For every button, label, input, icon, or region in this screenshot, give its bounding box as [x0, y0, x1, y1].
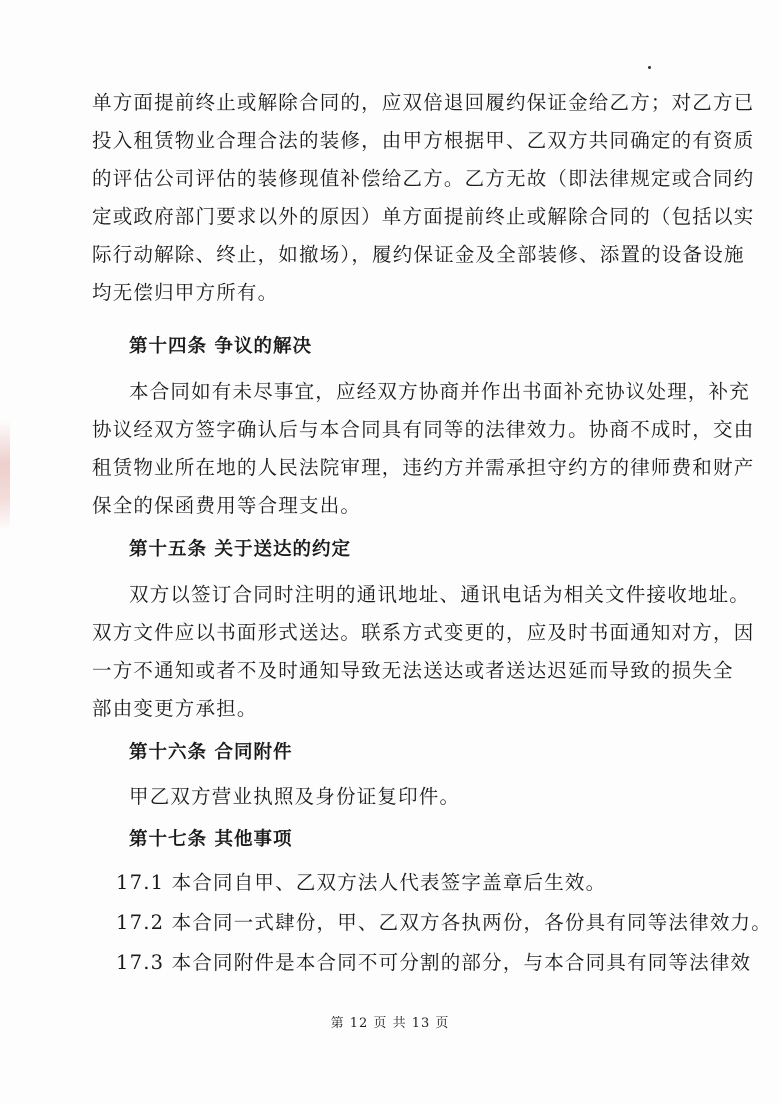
article-14-line: 协议经双方签字确认后与本合同具有同等的法律效力。协商不成时，交由 [92, 418, 755, 441]
paragraph-line: 际行动解除、终止，如撤场），履约保证金及全部装修、添置的设备设施 [92, 243, 745, 266]
article-16-heading: 第十六条 合同附件 [129, 742, 293, 763]
article-14-line: 保全的保函费用等合理支出。 [92, 494, 362, 517]
seal-edge-mark [0, 420, 10, 530]
page-number: 第 12 页 共 13 页 [330, 1016, 450, 1031]
article-16-line: 甲乙双方营业执照及身份证复印件。 [129, 785, 461, 808]
paragraph-line: 定或政府部门要求以外的原因）单方面提前终止或解除合同的（包括以实 [92, 205, 755, 228]
article-17-clause: 17.2 本合同一式肆份，甲、乙双方各执两份，各份具有同等法律效力。 [116, 911, 772, 934]
article-17-clause: 17.3 本合同附件是本合同不可分割的部分，与本合同具有同等法律效 [116, 951, 752, 974]
article-14-heading: 第十四条 争议的解决 [129, 336, 312, 357]
paragraph-line: 均无偿归甲方所有。 [92, 281, 279, 304]
scan-dot [648, 66, 651, 69]
paragraph-line: 的评估公司评估的装修现值补偿给乙方。乙方无故（即法律规定或合同约 [92, 167, 755, 190]
article-15-heading: 第十五条 关于送达的约定 [129, 539, 351, 560]
article-15-line: 双方文件应以书面形式送达。联系方式变更的，应及时书面通知对方，因 [92, 621, 755, 644]
paragraph-line: 投入租赁物业合理合法的装修，由甲方根据甲、乙双方共同确定的有资质 [92, 129, 755, 152]
article-15-line: 一方不通知或者不及时通知导致无法送达或者送达迟延而导致的损失全 [92, 659, 734, 682]
article-15-line: 双方以签订合同时注明的通讯地址、通讯电话为相关文件接收地址。 [129, 583, 751, 606]
paragraph-line: 单方面提前终止或解除合同的，应双倍退回履约保证金给乙方；对乙方已 [92, 91, 755, 114]
article-17-heading: 第十七条 其他事项 [129, 829, 293, 850]
article-15-line: 部由变更方承担。 [92, 697, 258, 720]
article-14-line: 本合同如有未尽事宜，应经双方协商并作出书面补充协议处理，补充 [129, 380, 751, 403]
article-17-clause: 17.1 本合同自甲、乙双方法人代表签字盖章后生效。 [116, 871, 607, 894]
article-14-line: 租赁物业所在地的人民法院审理，违约方并需承担守约方的律师费和财产 [92, 456, 755, 479]
